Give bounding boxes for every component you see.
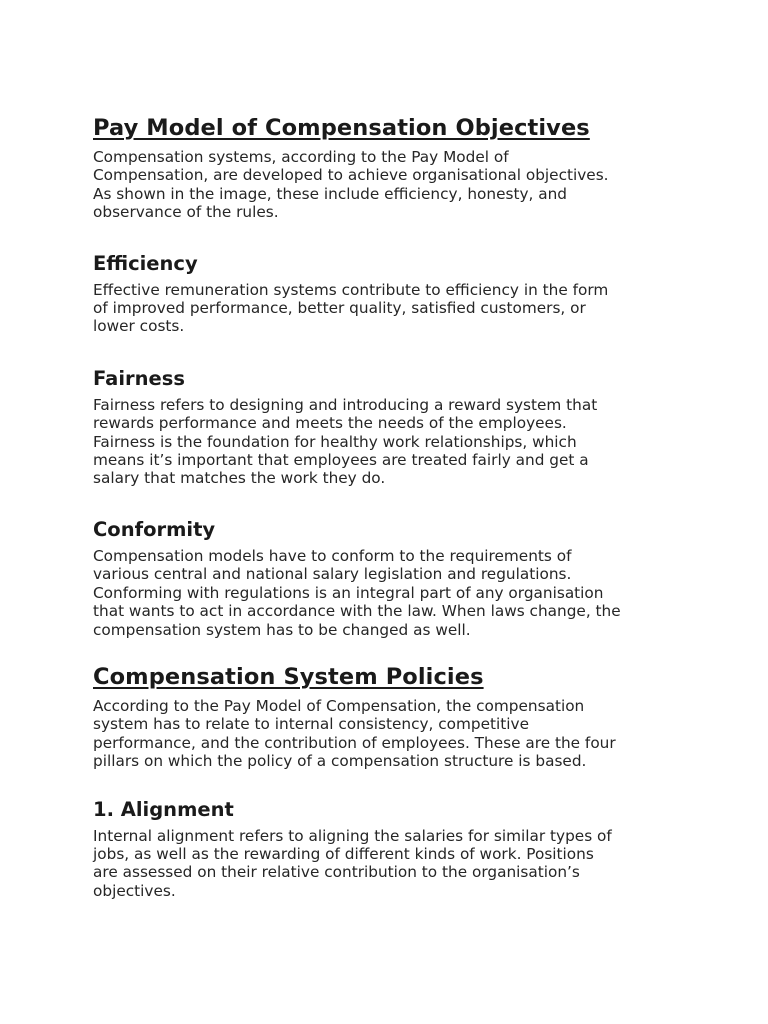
heading-efficiency: Efficiency	[93, 251, 198, 275]
paragraph-efficiency: Effective remuneration systems contribute to efficiency in the form of improved performance, better quality, satisfied customers, or lower costs.	[93, 280, 609, 336]
section-title-pay-model: Pay Model of Compensation Objectives	[93, 115, 590, 141]
paragraph-fairness: Fairness refers to designing and introducing a reward system that rewards performance and meets the needs of the employees. Fairness is the foundation for healthy work relationships, which means it’s important that employees are treated fairly and get a salary that matches the work they do.	[93, 395, 598, 488]
paragraph-pay-model-intro: Compensation systems, according to the Pay Model of Compensation, are developed to achieve organisational objectives. As shown in the image, these include efficiency, honesty, and observance of the rules.	[93, 148, 609, 222]
paragraph-alignment: Internal alignment refers to aligning the salaries for similar types of jobs, as well as the rewarding of different kinds of work. Positions are assessed on their relative contribution to the organisation’s objectives.	[93, 826, 612, 900]
paragraph-conformity: Compensation models have to conform to the requirements of various central and national salary legislation and regulations. Conforming with regulations is an integral part of any organisation that wants to act in accordance with the law. When laws change, the compensation system has to be changed as well.	[93, 546, 621, 639]
paragraph-policies-intro: According to the Pay Model of Compensation, the compensation system has to relate to internal consistency, competitive performance, and the contribution of employees. These are the four pillars on which the policy of a compensation structure is based.	[93, 696, 616, 771]
heading-fairness: Fairness	[93, 366, 185, 390]
document-page	[93, 113, 683, 900]
heading-conformity: Conformity	[93, 517, 216, 541]
heading-alignment: 1. Alignment	[93, 797, 234, 821]
section-title-policies: Compensation System Policies	[93, 663, 484, 690]
